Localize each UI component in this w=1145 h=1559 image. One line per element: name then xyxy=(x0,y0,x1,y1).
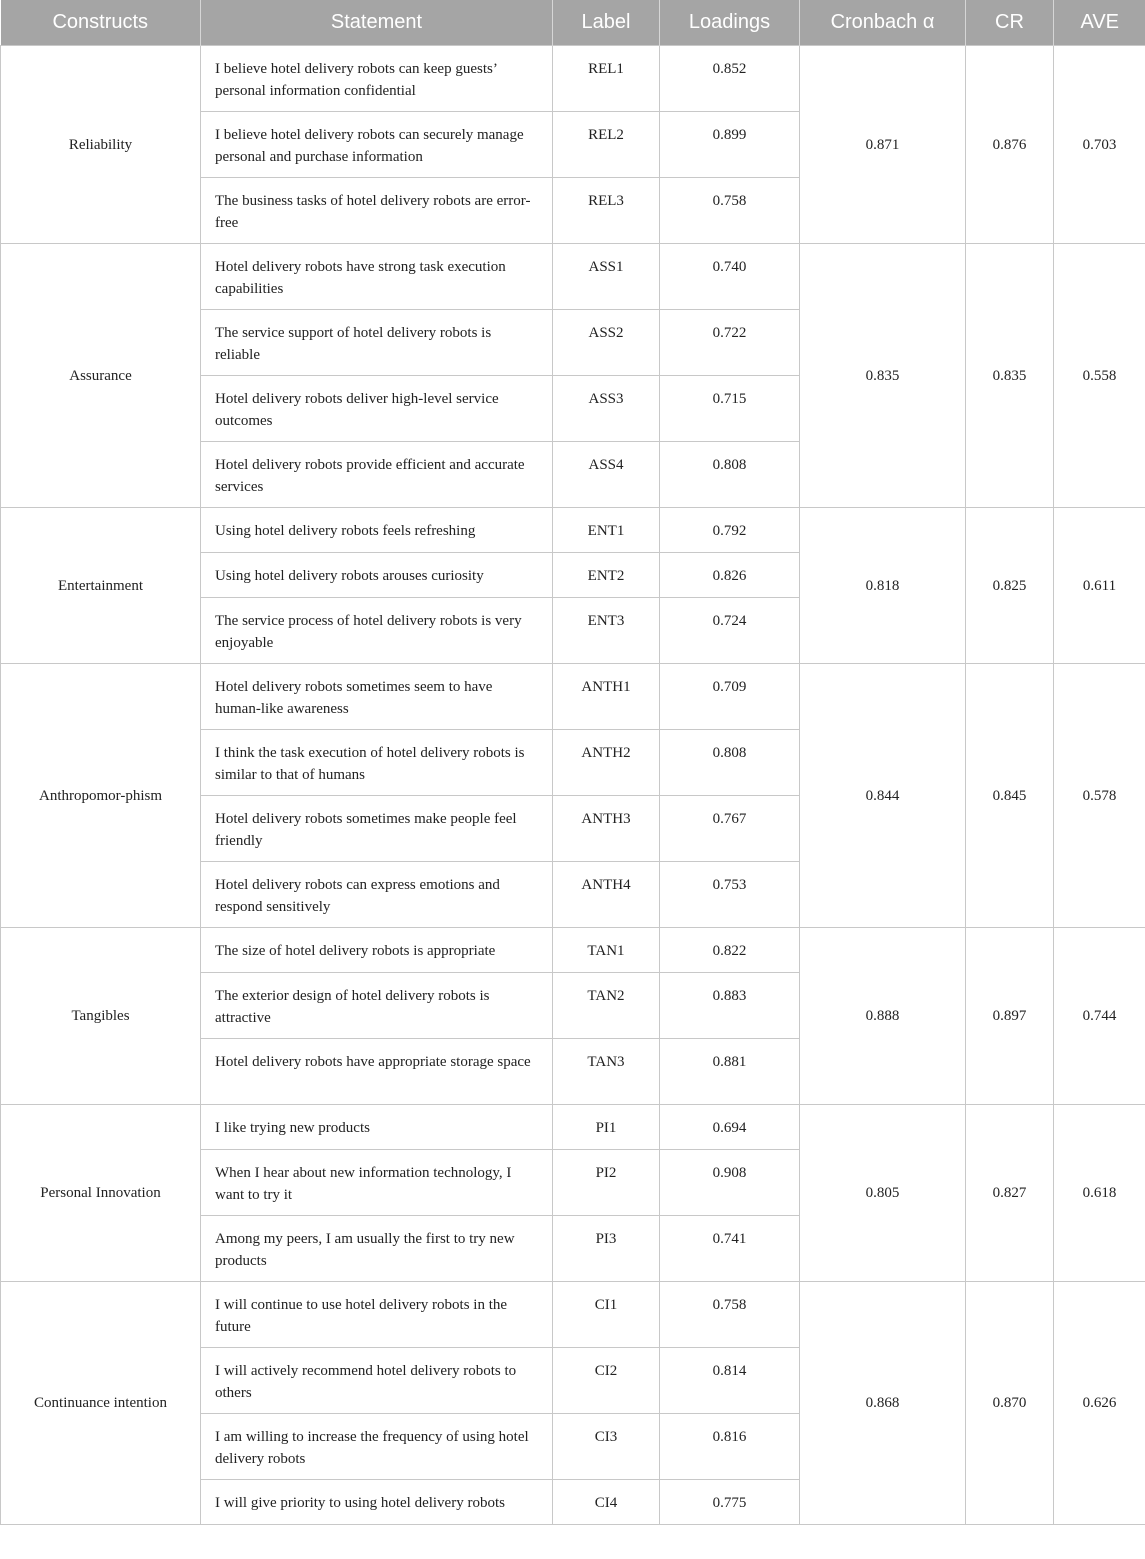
label-cell: TAN3 xyxy=(553,1039,660,1105)
label-cell: ENT3 xyxy=(553,598,660,664)
loading-cell: 0.758 xyxy=(660,178,800,244)
loading-cell: 0.792 xyxy=(660,508,800,553)
table-row xyxy=(1,508,1145,553)
cronbach-alpha-cell: 0.805 xyxy=(800,1105,966,1282)
label-cell: ASS1 xyxy=(553,244,660,310)
label-cell: CI1 xyxy=(553,1282,660,1348)
label-cell: CI4 xyxy=(553,1480,660,1525)
ave-cell: 0.618 xyxy=(1054,1105,1145,1282)
table-body xyxy=(1,46,1145,1525)
cronbach-alpha-cell: 0.871 xyxy=(800,46,966,244)
cr-cell: 0.845 xyxy=(966,664,1054,928)
loading-cell: 0.715 xyxy=(660,376,800,442)
statement-cell: Hotel delivery robots provide efficient and accurate services xyxy=(201,442,553,508)
loading-cell: 0.822 xyxy=(660,928,800,973)
statement-cell: I like trying new products xyxy=(201,1105,553,1150)
header-label: Label xyxy=(553,0,660,46)
label-cell: ASS3 xyxy=(553,376,660,442)
label-cell: ANTH1 xyxy=(553,664,660,730)
statement-cell: The service support of hotel delivery robots is reliable xyxy=(201,310,553,376)
statement-cell: I will continue to use hotel delivery robots in the future xyxy=(201,1282,553,1348)
ave-cell: 0.558 xyxy=(1054,244,1145,508)
statement-cell: I will actively recommend hotel delivery robots to others xyxy=(201,1348,553,1414)
label-cell: PI2 xyxy=(553,1150,660,1216)
construct-name: Assurance xyxy=(1,244,201,508)
table-row xyxy=(1,1282,1145,1348)
statement-cell: Hotel delivery robots have strong task execution capabilities xyxy=(201,244,553,310)
construct-name: Tangibles xyxy=(1,928,201,1105)
loading-cell: 0.758 xyxy=(660,1282,800,1348)
statement-cell: The exterior design of hotel delivery robots is attractive xyxy=(201,973,553,1039)
construct-name: Continuance intention xyxy=(1,1282,201,1525)
statement-cell: The business tasks of hotel delivery robots are error-free xyxy=(201,178,553,244)
ave-cell: 0.703 xyxy=(1054,46,1145,244)
label-cell: PI1 xyxy=(553,1105,660,1150)
table-row xyxy=(1,928,1145,973)
loading-cell: 0.808 xyxy=(660,442,800,508)
loading-cell: 0.724 xyxy=(660,598,800,664)
loading-cell: 0.908 xyxy=(660,1150,800,1216)
header-cr: CR xyxy=(966,0,1054,46)
label-cell: REL2 xyxy=(553,112,660,178)
ave-cell: 0.744 xyxy=(1054,928,1145,1105)
table-row xyxy=(1,1105,1145,1150)
loading-cell: 0.709 xyxy=(660,664,800,730)
cr-cell: 0.870 xyxy=(966,1282,1054,1525)
loading-cell: 0.722 xyxy=(660,310,800,376)
statement-cell: I will give priority to using hotel delivery robots xyxy=(201,1480,553,1525)
cronbach-alpha-cell: 0.835 xyxy=(800,244,966,508)
loading-cell: 0.883 xyxy=(660,973,800,1039)
header-constructs: Constructs xyxy=(1,0,201,46)
cr-cell: 0.827 xyxy=(966,1105,1054,1282)
label-cell: REL3 xyxy=(553,178,660,244)
loading-cell: 0.899 xyxy=(660,112,800,178)
construct-name: Entertainment xyxy=(1,508,201,664)
label-cell: ASS2 xyxy=(553,310,660,376)
ave-cell: 0.626 xyxy=(1054,1282,1145,1525)
cr-cell: 0.876 xyxy=(966,46,1054,244)
label-cell: PI3 xyxy=(553,1216,660,1282)
loading-cell: 0.814 xyxy=(660,1348,800,1414)
cronbach-alpha-cell: 0.844 xyxy=(800,664,966,928)
statement-cell: Using hotel delivery robots arouses curiosity xyxy=(201,553,553,598)
loading-cell: 0.741 xyxy=(660,1216,800,1282)
statement-cell: I believe hotel delivery robots can securely manage personal and purchase information xyxy=(201,112,553,178)
statement-cell: I think the task execution of hotel delivery robots is similar to that of humans xyxy=(201,730,553,796)
cronbach-alpha-cell: 0.818 xyxy=(800,508,966,664)
construct-name: Anthropomor-phism xyxy=(1,664,201,928)
label-cell: CI3 xyxy=(553,1414,660,1480)
loading-cell: 0.740 xyxy=(660,244,800,310)
ave-cell: 0.611 xyxy=(1054,508,1145,664)
table-header xyxy=(1,0,1145,46)
ave-cell: 0.578 xyxy=(1054,664,1145,928)
cr-cell: 0.835 xyxy=(966,244,1054,508)
label-cell: TAN1 xyxy=(553,928,660,973)
statement-cell: I believe hotel delivery robots can keep guests’ personal information confidential xyxy=(201,46,553,112)
loading-cell: 0.753 xyxy=(660,862,800,928)
statement-cell: Using hotel delivery robots feels refreshing xyxy=(201,508,553,553)
statement-cell: Hotel delivery robots deliver high-level service outcomes xyxy=(201,376,553,442)
loading-cell: 0.826 xyxy=(660,553,800,598)
label-cell: ANTH4 xyxy=(553,862,660,928)
table-row xyxy=(1,46,1145,112)
statement-cell: Among my peers, I am usually the first to try new products xyxy=(201,1216,553,1282)
cr-cell: 0.897 xyxy=(966,928,1054,1105)
loading-cell: 0.881 xyxy=(660,1039,800,1105)
statement-cell: Hotel delivery robots have appropriate storage space xyxy=(201,1039,553,1105)
statement-cell: Hotel delivery robots sometimes seem to have human-like awareness xyxy=(201,664,553,730)
cr-cell: 0.825 xyxy=(966,508,1054,664)
loading-cell: 0.852 xyxy=(660,46,800,112)
cronbach-alpha-cell: 0.888 xyxy=(800,928,966,1105)
loading-cell: 0.775 xyxy=(660,1480,800,1525)
header-ave: AVE xyxy=(1054,0,1145,46)
table-row xyxy=(1,664,1145,730)
statement-cell: When I hear about new information technology, I want to try it xyxy=(201,1150,553,1216)
header-loadings: Loadings xyxy=(660,0,800,46)
cronbach-alpha-cell: 0.868 xyxy=(800,1282,966,1525)
statement-cell: Hotel delivery robots can express emotions and respond sensitively xyxy=(201,862,553,928)
statement-cell: Hotel delivery robots sometimes make people feel friendly xyxy=(201,796,553,862)
loading-cell: 0.767 xyxy=(660,796,800,862)
loading-cell: 0.694 xyxy=(660,1105,800,1150)
construct-name: Personal Innovation xyxy=(1,1105,201,1282)
label-cell: TAN2 xyxy=(553,973,660,1039)
label-cell: ENT2 xyxy=(553,553,660,598)
label-cell: REL1 xyxy=(553,46,660,112)
loading-cell: 0.808 xyxy=(660,730,800,796)
header-cronbach-alpha: Cronbach α xyxy=(800,0,966,46)
statement-cell: I am willing to increase the frequency of using hotel delivery robots xyxy=(201,1414,553,1480)
label-cell: ENT1 xyxy=(553,508,660,553)
label-cell: ANTH2 xyxy=(553,730,660,796)
statement-cell: The size of hotel delivery robots is appropriate xyxy=(201,928,553,973)
label-cell: CI2 xyxy=(553,1348,660,1414)
label-cell: ASS4 xyxy=(553,442,660,508)
label-cell: ANTH3 xyxy=(553,796,660,862)
header-statement: Statement xyxy=(201,0,553,46)
loading-cell: 0.816 xyxy=(660,1414,800,1480)
statement-cell: The service process of hotel delivery robots is very enjoyable xyxy=(201,598,553,664)
construct-name: Reliability xyxy=(1,46,201,244)
table-row xyxy=(1,244,1145,310)
